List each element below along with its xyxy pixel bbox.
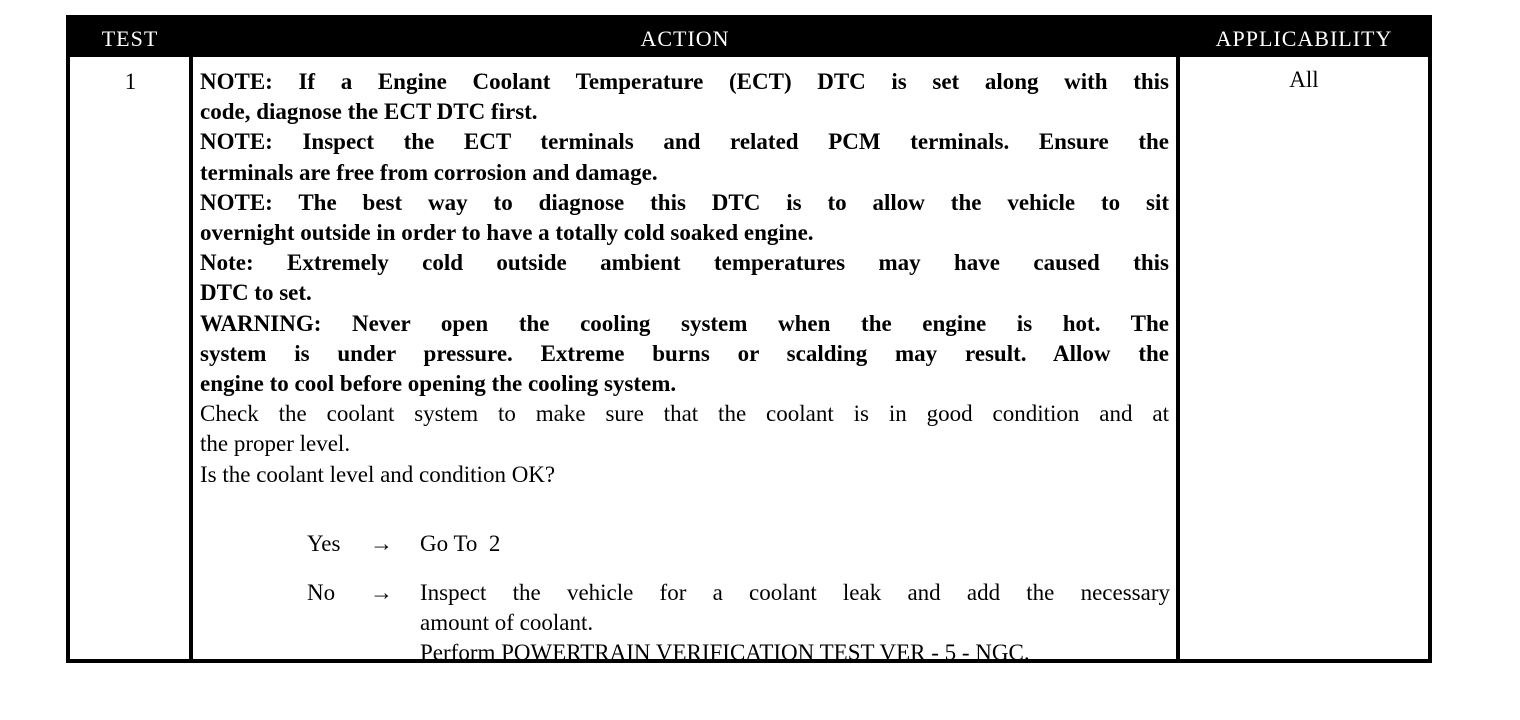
yes-label: Yes	[307, 531, 341, 556]
warning-line: engine to cool before opening the cooling system.	[200, 371, 677, 397]
arrow-right-icon: →	[370, 531, 393, 556]
no-result-line: amount of coolant.	[420, 610, 594, 635]
header-test: TEST	[101, 26, 159, 51]
table-header-row	[70, 19, 1428, 57]
header-applicability: APPLICABILITY	[1215, 26, 1393, 51]
no-result-line: Inspect the vehicle for a coolant leak and add the necessary	[420, 580, 1170, 605]
header-action: ACTION	[640, 26, 730, 51]
action-line: Note: Extremely cold outside ambient temperatures may have caused this	[200, 250, 1169, 276]
arrow-right-icon: →	[370, 580, 393, 605]
no-label: No	[307, 580, 336, 605]
action-line: NOTE: Inspect the ECT terminals and related PCM terminals. Ensure the	[200, 129, 1169, 155]
warning-line: system is under pressure. Extreme burns or scalding may result. Allow the	[200, 340, 1169, 366]
column-divider	[1176, 57, 1180, 659]
action-line: Check the coolant system to make sure that the coolant is in good condition and at	[200, 401, 1169, 427]
applicability-value: All	[1289, 67, 1319, 92]
action-line: the proper level.	[200, 431, 351, 457]
action-line: DTC to set.	[200, 280, 312, 306]
action-line: NOTE: The best way to diagnose this DTC is to allow the vehicle to sit	[200, 189, 1169, 215]
action-line: overnight outside in order to have a totally cold soaked engine.	[200, 220, 814, 246]
no-result	[420, 578, 1170, 668]
no-result-line: Perform POWERTRAIN VERIFICATION TEST VER - 5 - NGC.	[420, 640, 1030, 665]
test-number: 1	[124, 69, 137, 94]
column-divider	[189, 57, 193, 659]
warning-line: WARNING: Never open the cooling system when the engine is hot. The	[200, 310, 1169, 336]
action-line: terminals are free from corrosion and damage.	[200, 159, 658, 185]
action-line: code, diagnose the ECT DTC first.	[200, 99, 538, 125]
diagnostic-test-table	[66, 15, 1432, 663]
yes-result: Go To 2	[420, 531, 501, 556]
question-line: Is the coolant level and condition OK?	[200, 461, 556, 487]
action-line: NOTE: If a Engine Coolant Temperature (ECT) DTC is set along with this	[200, 69, 1169, 94]
action-cell	[200, 67, 1170, 665]
